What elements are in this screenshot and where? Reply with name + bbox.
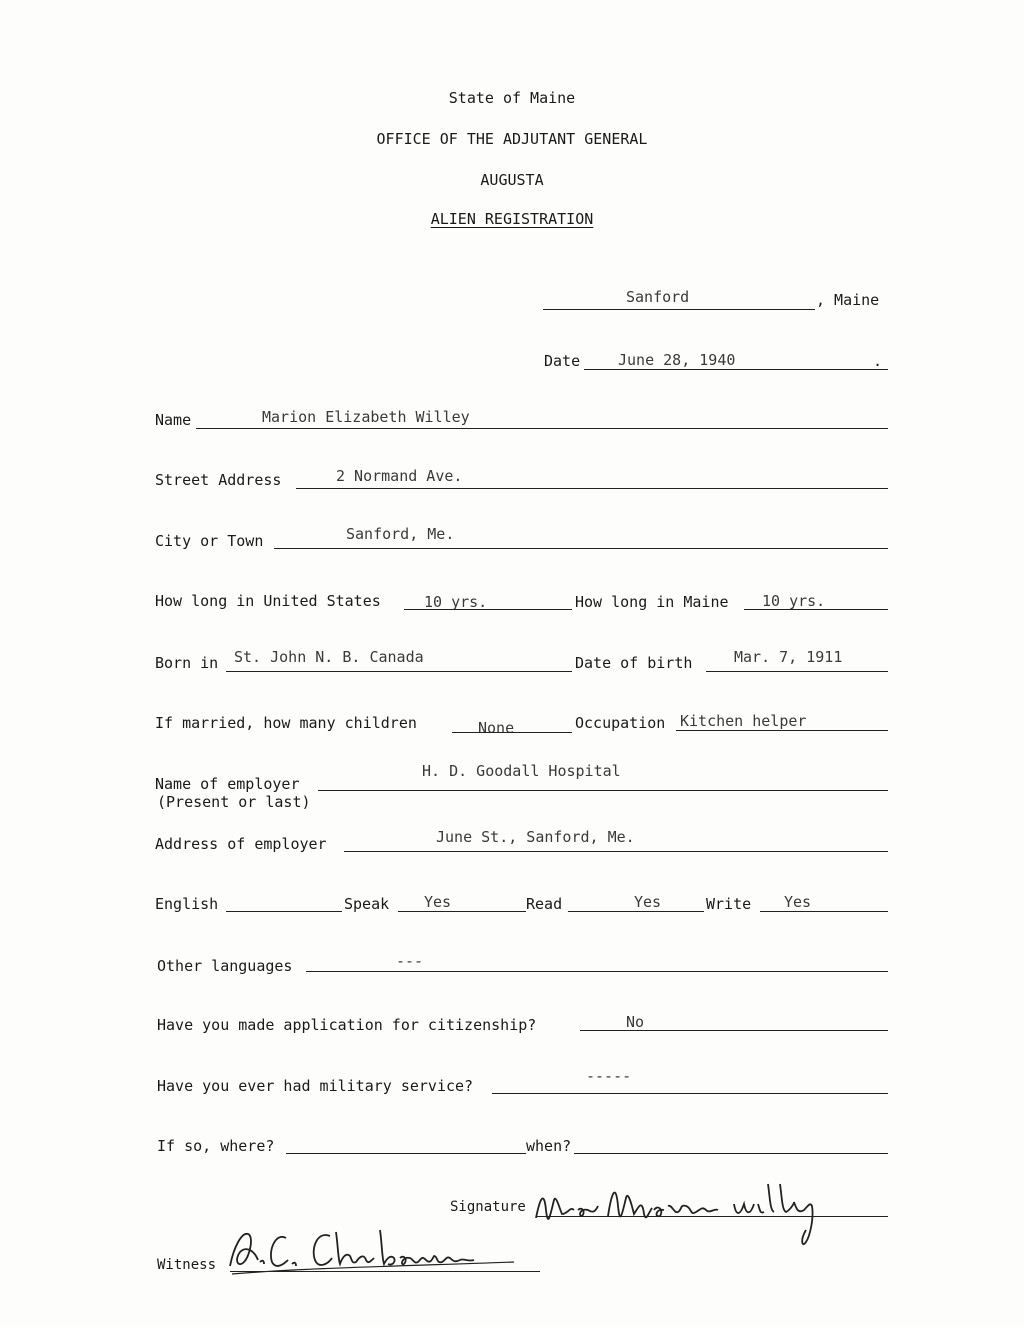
- date-label: Date: [544, 352, 581, 370]
- dob-line: [706, 671, 888, 672]
- witness-label: Witness: [157, 1257, 217, 1273]
- occupation-value: Kitchen helper: [680, 712, 807, 730]
- occupation-line: [676, 730, 888, 731]
- born-line: [226, 671, 572, 672]
- military-value: -----: [586, 1067, 632, 1085]
- signature-image: [528, 1170, 868, 1250]
- street-value: 2 Normand Ave.: [336, 467, 463, 485]
- employer-label: Name of employer: [155, 775, 300, 793]
- me-years-line: [744, 609, 888, 610]
- signature-line: [536, 1216, 888, 1217]
- street-line: [296, 488, 888, 489]
- date-value: June 28, 1940: [618, 351, 736, 369]
- dob-label: Date of birth: [575, 654, 693, 672]
- speak-label: Speak: [344, 895, 390, 913]
- place-value: Sanford: [626, 288, 690, 306]
- children-label: If married, how many children: [155, 714, 417, 732]
- form-title: ALIEN REGISTRATION: [430, 210, 594, 228]
- speak-line: [398, 911, 526, 912]
- other-languages-label: Other languages: [157, 957, 293, 975]
- occupation-label: Occupation: [575, 714, 666, 732]
- military-line: [492, 1093, 888, 1094]
- name-label: Name: [155, 411, 192, 429]
- place-line: [543, 309, 815, 310]
- city-line: [274, 548, 888, 549]
- military-label: Have you ever had military service?: [157, 1077, 474, 1095]
- read-label: Read: [526, 895, 563, 913]
- read-value: Yes: [634, 893, 662, 911]
- citizenship-line: [580, 1030, 888, 1031]
- where-line: [286, 1153, 526, 1154]
- citizenship-value: No: [626, 1013, 645, 1031]
- write-value: Yes: [784, 893, 812, 911]
- employer-value: H. D. Goodall Hospital: [422, 762, 621, 780]
- us-years-label: How long in United States: [155, 592, 381, 610]
- me-years-value: 10 yrs.: [762, 592, 826, 610]
- write-line: [760, 911, 888, 912]
- employer-address-line: [344, 851, 888, 852]
- english-line: [226, 911, 342, 912]
- other-languages-value: ---: [396, 952, 424, 970]
- read-line: [568, 911, 704, 912]
- name-line: [196, 428, 888, 429]
- where-label: If so, where?: [157, 1137, 275, 1155]
- us-years-value: 10 yrs.: [424, 593, 488, 611]
- employer-sublabel: (Present or last): [157, 793, 311, 811]
- street-label: Street Address: [155, 471, 282, 489]
- city-heading: AUGUSTA: [480, 171, 544, 189]
- date-end: .: [873, 352, 883, 370]
- signature-label: Signature: [450, 1199, 526, 1215]
- witness-line: [230, 1271, 540, 1272]
- children-value: None: [478, 719, 515, 737]
- witness-signature-image: [224, 1222, 524, 1282]
- dob-value: Mar. 7, 1911: [734, 648, 843, 666]
- employer-address-value: June St., Sanford, Me.: [436, 828, 635, 846]
- born-value: St. John N. B. Canada: [234, 648, 424, 666]
- write-label: Write: [706, 895, 752, 913]
- employer-address-label: Address of employer: [155, 835, 327, 853]
- when-label: when?: [526, 1137, 572, 1155]
- name-value: Marion Elizabeth Willey: [262, 408, 470, 426]
- other-languages-line: [306, 971, 888, 972]
- state-heading: State of Maine: [448, 89, 576, 107]
- city-value: Sanford, Me.: [346, 525, 455, 543]
- born-label: Born in: [155, 654, 219, 672]
- date-line: [584, 369, 888, 370]
- children-line: [452, 732, 572, 733]
- place-suffix: , Maine: [816, 291, 880, 309]
- office-heading: OFFICE OF THE ADJUTANT GENERAL: [376, 130, 648, 148]
- city-label: City or Town: [155, 532, 264, 550]
- speak-value: Yes: [424, 893, 452, 911]
- employer-line: [318, 790, 888, 791]
- when-line: [574, 1153, 888, 1154]
- me-years-label: How long in Maine: [575, 593, 729, 611]
- us-years-line: [404, 609, 572, 610]
- citizenship-label: Have you made application for citizenship?: [157, 1016, 537, 1034]
- english-label: English: [155, 895, 219, 913]
